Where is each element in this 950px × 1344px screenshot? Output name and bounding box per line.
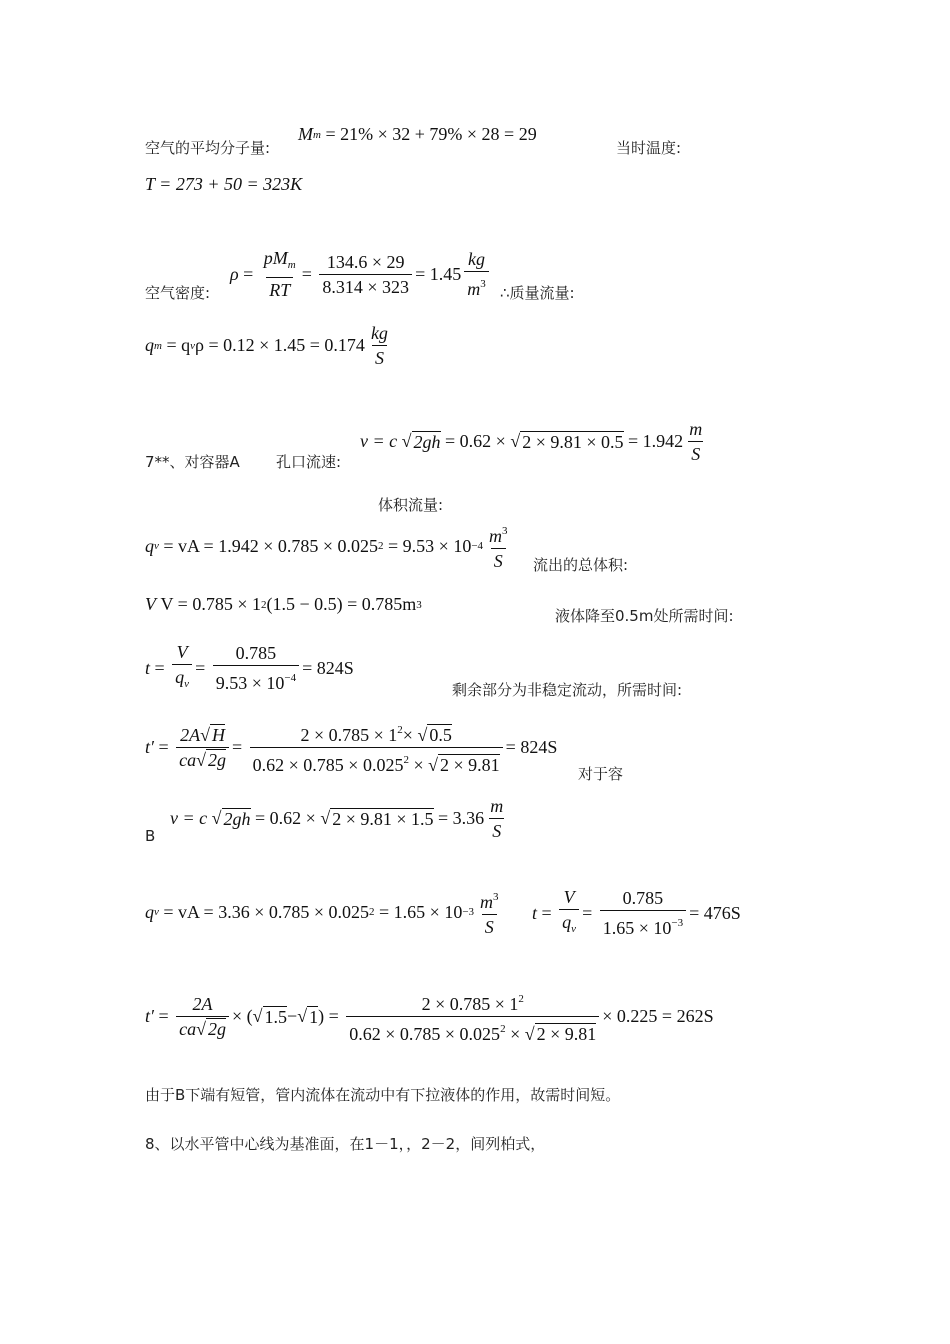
for-container-label: 对于容 [578,765,624,783]
equation-time-steady: t = $\frac{V}{q_v}$ = $\frac{0.785}{9.53 \times 10^{-4}}$ = 824S [145,642,354,693]
problem-8-text: 8、以水平管中心线为基准面，在1－1，，2－2，间列柏式， [145,1135,546,1153]
avg-molecular-weight-label: 空气的平均分子量: [145,139,271,157]
equation-molecular-weight: M m = 21% × 32 + 79% × 28 = 29 [298,124,537,144]
equation-total-volume: V V = 0.785 × 1 2 (1.5 − 0.5) = 0.785m 3 [145,594,422,614]
mass-flow-label: ∴质量流量: [500,284,575,302]
equation-volume-flow: q v = vA = 1.942 × 0.785 × 0.025 2 = 9.53 × 10 −4 $\frac{m^3}{S}$ [145,525,508,571]
equation-temperature: T = 273 + 50 = 323K [145,174,303,194]
container-b-label: B [145,827,156,845]
conclusion-text: 由于B下端有短管，管内流体在流动中有下拉液体的作用，故需时间短。 [145,1086,621,1104]
equation-time-unsteady-b: t′ = $\frac{2A}{ca√ 2g}$ × ( √ 1.5 − √ 1 ) = $\frac{2 \times 0.785 \times 1^2}{0.62 \times 0.785 \times 0.025^2 \times √ 2 \times 9.81}$ × 0.225 = 262S [145,993,714,1044]
equation-time-b: t = $\frac{V}{q_v}$ = $\frac{0.785}{1.65 \times 10^{-3}}$ = 476S [532,887,741,938]
time-to-0-5m-label: 液体降至0.5m处所需时间: [555,607,734,625]
orifice-velocity-label: 孔口流速: [276,453,342,471]
problem-7-label: 7**、对容器A [145,453,240,471]
equation-mass-flow: q m = q v ρ = 0.12 × 1.45 = 0.174 $\frac{kg}{S}$ [145,323,388,368]
equation-time-unsteady-a: t′ = $\frac{2A√ H}{ca√ 2g}$ = $\frac{2 \times 0.785 \times 1^2\times √ 0.5}{0.62 \times 0.785 \times 0.025^2 \times √ 2 \times 9.81}$ = 824S [145,724,558,775]
volume-flow-label: 体积流量: [378,496,444,514]
equation-density: ρ = $\frac{pM_m}{RT}$ = $\frac{134.6 \times 29}{8.314 \times 323}$ = 1.45 $\frac{kg}{m^3}$ [230,247,492,301]
temperature-label: 当时温度: [616,139,682,157]
air-density-label: 空气密度: [145,284,211,302]
total-volume-label: 流出的总体积: [533,556,629,574]
equation-volume-flow-b: q v = vA = 3.36 × 0.785 × 0.025 2 = 1.65 × 10 −3 $\frac{m^3}{S}$ [145,891,499,937]
unsteady-time-label: 剩余部分为非稳定流动，所需时间: [452,681,683,699]
equation-velocity-a: v = c √ 2gh = 0.62 × √ 2 × 9.81 × 0.5 = 1.942 $\frac{m}{S}$ [360,419,703,464]
equation-velocity-b: v = c √ 2gh = 0.62 × √ 2 × 9.81 × 1.5 = 3.36 $\frac{m}{S}$ [170,796,504,841]
